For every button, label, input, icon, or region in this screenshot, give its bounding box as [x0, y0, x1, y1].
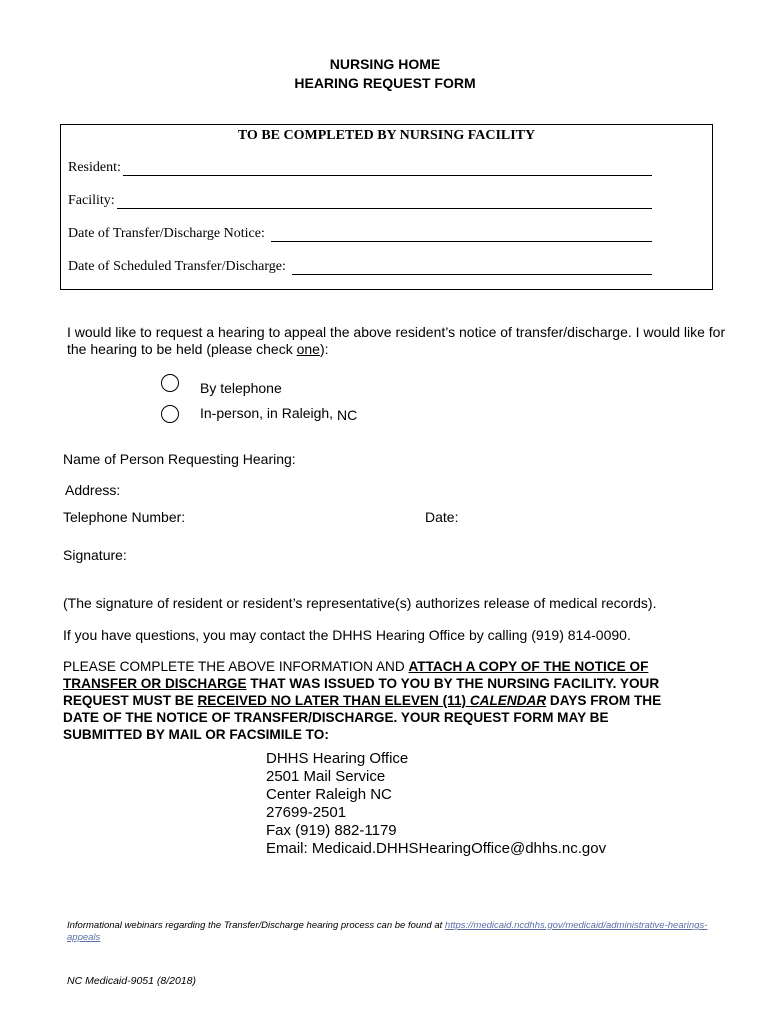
instructions-part7: DAYS FROM THE DATE OF THE NOTICE OF TRANSFER/DISCHARGE. YOUR REQUEST FORM MAY BE SUBMITTED BY MAIL OR FACSIMILE TO: [63, 693, 662, 742]
address-line2: 2501 Mail Service [266, 768, 386, 785]
in-person-option-label: In-person, in Raleigh, [200, 405, 334, 421]
request-text: I would like to request a hearing to appeal the above resident’s notice of transfer/discharge. I would like for the hearing to be held (please check [67, 324, 726, 357]
telephone-option-label: By telephone [200, 380, 282, 396]
address-line6: Email: Medicaid.DHHSHearingOffice@dhhs.nc.gov [266, 840, 607, 857]
webinar-text: Informational webinars regarding the Transfer/Discharge hearing process can be found at [67, 920, 445, 931]
instructions-part3: THAT WAS ISSUED TO YOU BY THE NURSING FACILITY. YOUR REQUEST MUST BE [63, 676, 660, 708]
form-identifier: NC Medicaid-9051 (8/2018) [67, 975, 196, 987]
instructions-attach-notice: ATTACH A COPY OF THE NOTICE OF TRANSFER OR DISCHARGE [63, 659, 649, 691]
resident-label: Resident: [68, 160, 121, 175]
questions-note: If you have questions, you may contact the DHHS Hearing Office by calling (919) 814-0090. [63, 627, 631, 643]
instructions-deadline: RECEIVED NO LATER THAN ELEVEN (11) [197, 693, 467, 708]
form-title-line1: NURSING HOME [329, 56, 441, 72]
instructions-calendar: CALENDAR [469, 693, 547, 708]
mailing-address [266, 750, 606, 858]
instructions-part1: PLEASE COMPLETE THE ABOVE INFORMATION AND [63, 659, 409, 674]
scheduled-date-label: Date of Scheduled Transfer/Discharge: [68, 259, 286, 274]
form-title-line2: HEARING REQUEST FORM [294, 75, 476, 91]
telephone-number-label: Telephone Number: [63, 509, 186, 525]
address-label: Address: [65, 482, 121, 498]
telephone-radio[interactable] [161, 374, 179, 392]
address-line4: 27699-2501 [266, 804, 347, 821]
date-label: Date: [425, 509, 459, 525]
scheduled-date-input-line[interactable] [292, 262, 652, 275]
webinar-link[interactable]: https://medicaid.ncdhhs.gov/medicaid/administrative-hearings-appeals [67, 920, 708, 943]
facility-input-line[interactable] [117, 196, 652, 209]
request-text-one: one [296, 341, 320, 357]
webinar-note [67, 920, 727, 944]
facility-field[interactable] [68, 193, 652, 209]
authorization-note: (The signature of resident or resident’s representative(s) authorizes release of medical records). [63, 595, 657, 611]
in-person-radio[interactable] [161, 405, 179, 423]
resident-input-line[interactable] [123, 163, 652, 176]
address-line3: Center Raleigh NC [266, 786, 392, 803]
request-paragraph [67, 324, 727, 358]
requester-name-label: Name of Person Requesting Hearing: [63, 451, 296, 467]
signature-label: Signature: [63, 547, 127, 563]
request-text-end: ): [319, 341, 329, 357]
address-line1: DHHS Hearing Office [266, 750, 409, 767]
notice-date-label: Date of Transfer/Discharge Notice: [68, 226, 265, 241]
facility-section-heading: TO BE COMPLETED BY NURSING FACILITY [237, 128, 536, 143]
submission-instructions [63, 658, 687, 743]
notice-date-input-line[interactable] [271, 229, 652, 242]
facility-section [60, 124, 713, 290]
resident-field[interactable] [68, 160, 652, 176]
address-line5: Fax (919) 882-1179 [266, 822, 397, 839]
notice-date-field[interactable] [68, 226, 652, 242]
scheduled-date-field[interactable] [68, 259, 652, 275]
in-person-state-label: NC [337, 407, 358, 423]
facility-label: Facility: [68, 193, 115, 208]
